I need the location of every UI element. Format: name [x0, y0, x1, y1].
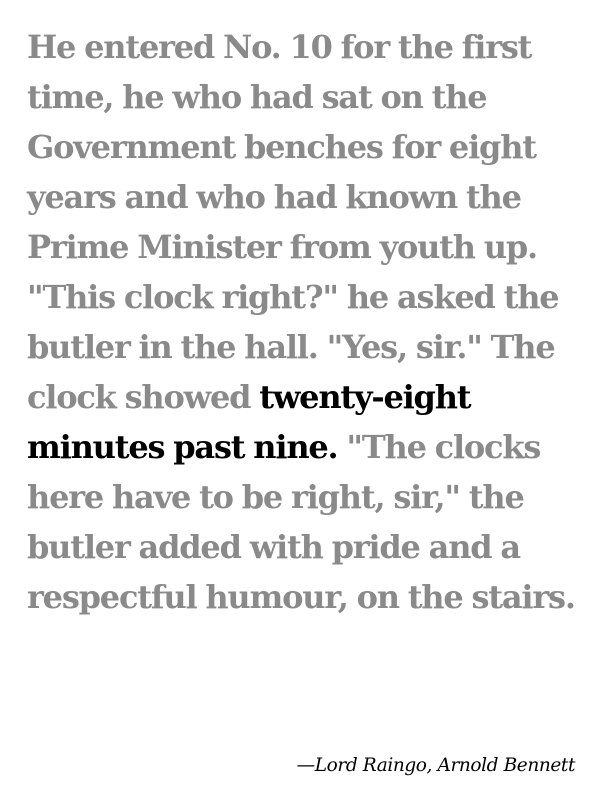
quote-text-before: He entered No. 10 for the first time, he who had sat on the Government benches for eight years and who had known the Prime Minister from youth up. "This clock right?" he asked the butler in the hall. "Yes, sir." The clock showed [27, 28, 559, 416]
quote-passage [27, 22, 587, 622]
quote-text-after: "The clocks here have to be right, sir," the butler added with pride and a respectful humour, on the stairs. [27, 428, 575, 616]
quote-time-highlight: twenty-eight minutes past nine. [27, 378, 471, 466]
quote-attribution: —Lord Raingo, Arnold Bennett [296, 755, 575, 776]
